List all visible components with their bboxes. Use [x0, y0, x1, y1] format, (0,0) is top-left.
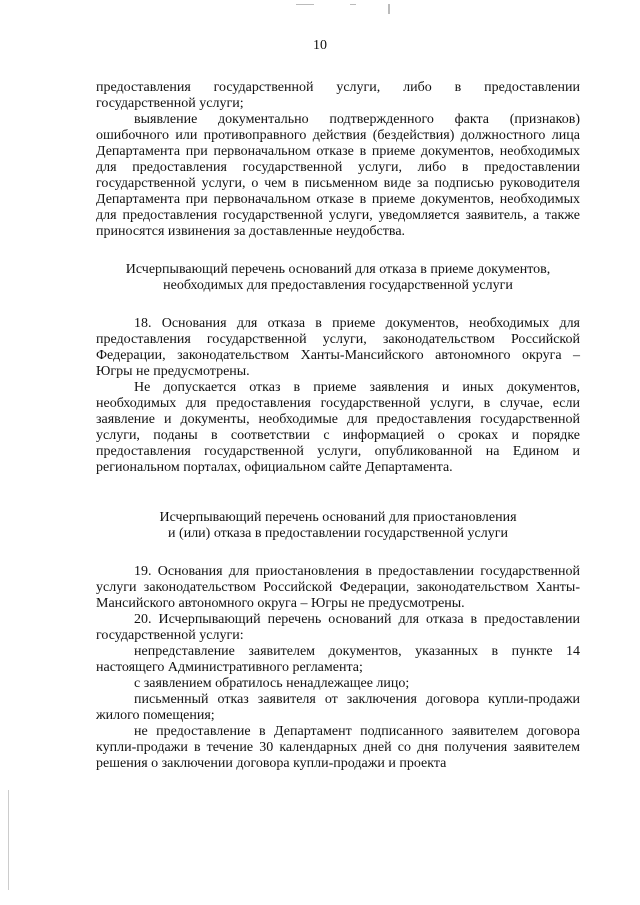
scan-margin-line [8, 790, 9, 890]
heading-line: Исчерпывающий перечень оснований для приостановления [159, 510, 517, 525]
scan-artifact [290, 4, 410, 16]
section-heading [96, 262, 580, 294]
paragraph: 19. Основания для приостановления в предоставлении государственной услуги законодательством Российской Федерации, законодательством Ханты-Мансийского автономного округа – Югры не предусмотрены. [96, 564, 580, 611]
paragraph: 18. Основания для отказа в приеме документов, необходимых для предоставления государственной услуги, законодательством Российской Федерации, законодательством Ханты-Мансийского автономного округа – Югры не предусмотрены. [96, 316, 580, 379]
paragraph: письменный отказ заявителя от заключения договора купли-продажи жилого помещения; [96, 692, 580, 723]
section-heading [96, 510, 580, 542]
paragraph: Не допускается отказ в приеме заявления и иных документов, необходимых для предоставления государственной услуги, в случае, если заявление и документы, необходимые для предоставления государственной услуги, поданы в соответствии с информацией о сроках и порядке предоставления государственной услуги, опубликованной на Едином и региональном порталах, официальном сайте Департамента. [96, 380, 580, 475]
paragraph: предоставления государственной услуги, либо в предоставлении государственной услуги; [96, 80, 580, 111]
paragraph: 20. Исчерпывающий перечень оснований для отказа в предоставлении государственной услуги: [96, 612, 580, 643]
paragraph: выявление документально подтвержденного факта (признаков) ошибочного или противоправного действия (бездействия) должностного лица Департамента при первоначальном отказе в приеме документов, необходимых для предоставления государственной услуги, либо в предоставлении государственной услуги, о чем в письменном виде за подписью руководителя Департамента при первоначальном отказе в приеме документов, необходимых для предоставления государственной услуги, уведомляется заявитель, а также приносятся извинения за доставленные неудобства. [96, 112, 580, 239]
paragraph: с заявлением обратилось ненадлежащее лицо; [134, 676, 410, 691]
paragraph: не предоставление в Департамент подписанного заявителем договора купли-продажи в течение 30 календарных дней со дня получения заявителем решения о заключении договора купли-продажи и проекта [96, 724, 580, 771]
heading-line: и (или) отказа в предоставлении государственной услуги [168, 526, 508, 541]
heading-line: необходимых для предоставления государственной услуги [163, 278, 513, 293]
document-body [96, 80, 580, 772]
paragraph: непредставление заявителем документов, указанных в пункте 14 настоящего Административного регламента; [96, 644, 580, 675]
page-number: 10 [313, 38, 327, 53]
heading-line: Исчерпывающий перечень оснований для отказа в приеме документов, [125, 262, 551, 277]
